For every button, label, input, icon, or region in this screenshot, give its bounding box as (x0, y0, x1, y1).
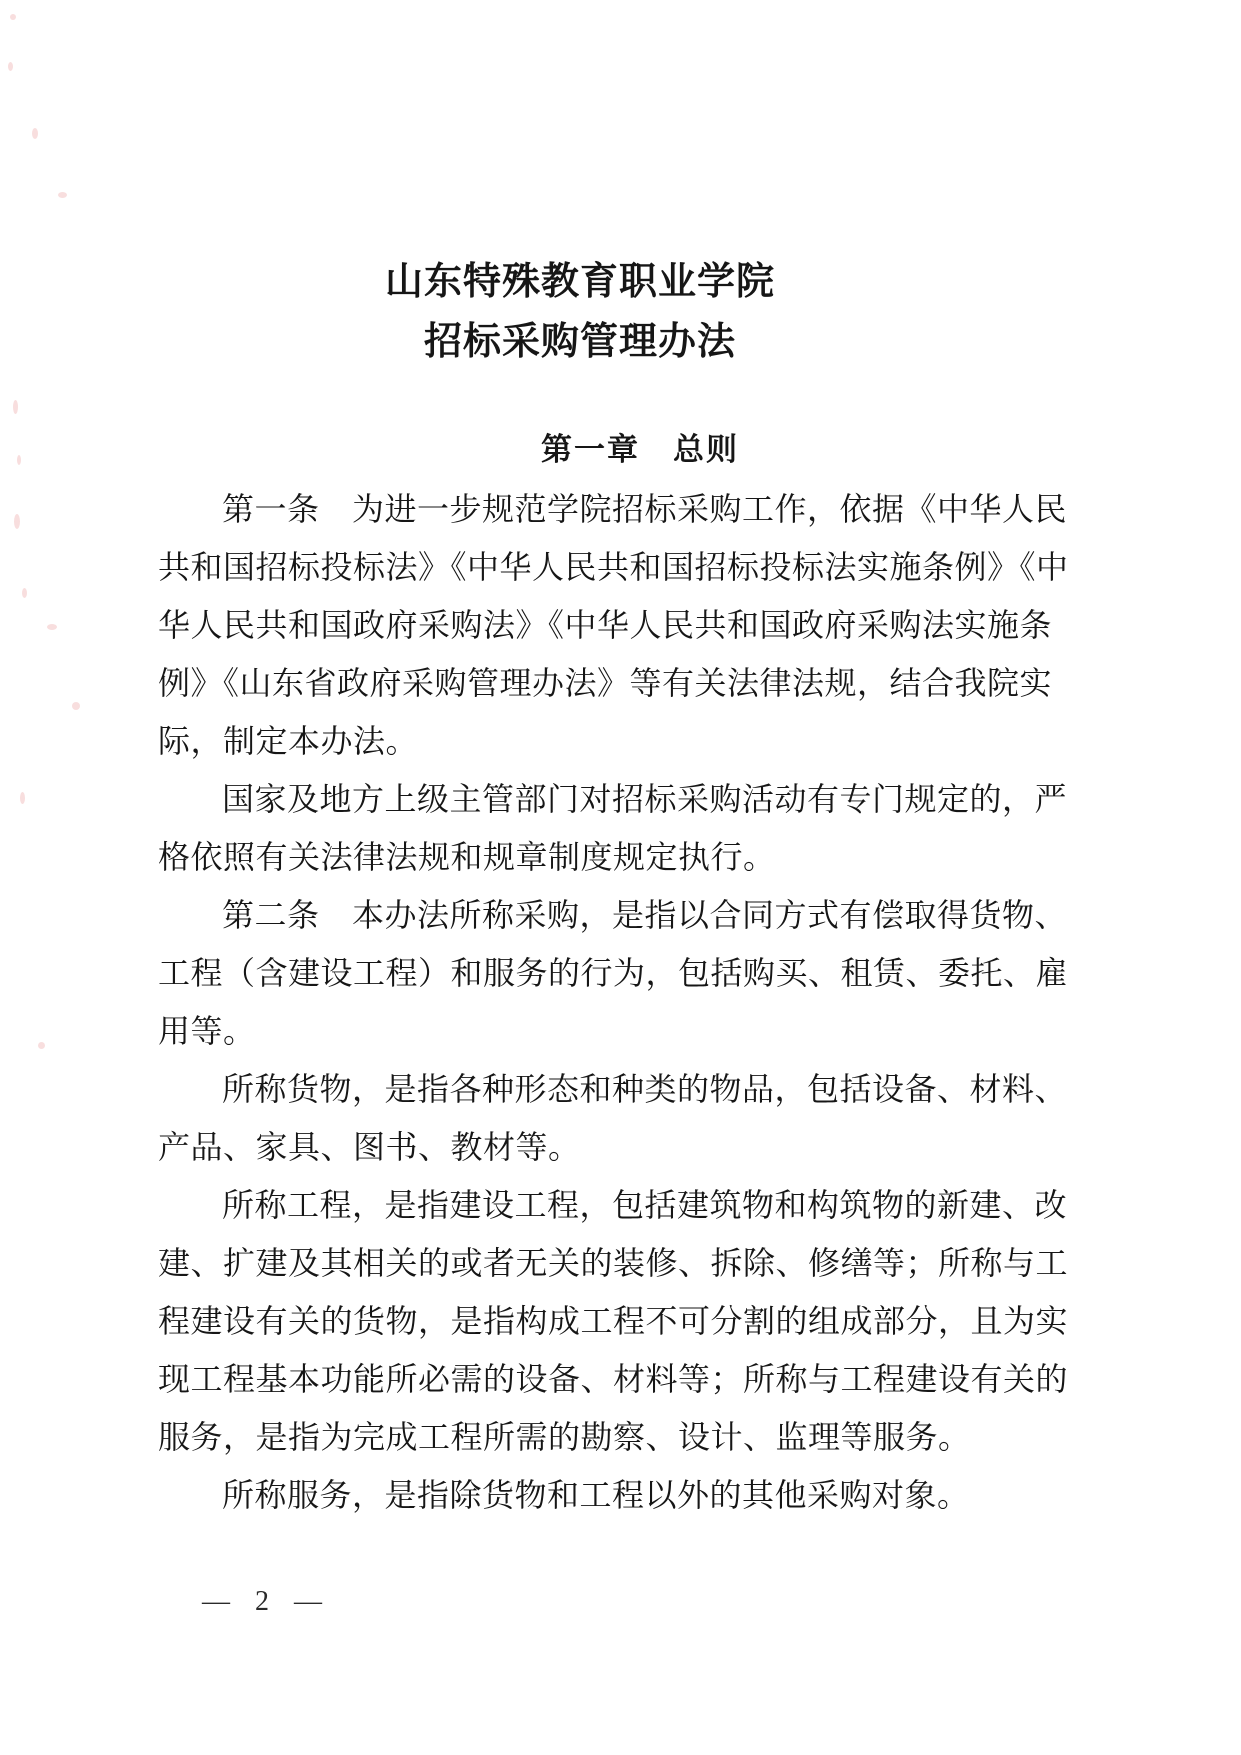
scan-artifact (38, 1042, 45, 1049)
text-line: 第一条 为进一步规范学院招标采购工作，依据《中华人民 (222, 491, 1068, 527)
scan-artifact (58, 192, 67, 198)
text-line: 格依照有关法律法规和规章制度规定执行。 (158, 839, 776, 875)
text-line: 所称服务，是指除货物和工程以外的其他采购对象。 (222, 1477, 970, 1513)
text-line: 用等。 (158, 1013, 256, 1049)
text-line: 共和国招标投标法》《中华人民共和国招标投标法实施条例》《中 (158, 549, 1069, 585)
text-line: 第二条 本办法所称采购，是指以合同方式有偿取得货物、 (222, 897, 1068, 933)
page-number: — 2 — (202, 1586, 331, 1617)
text-line: 产品、家具、图书、教材等。 (158, 1129, 581, 1165)
text-line: 国家及地方上级主管部门对招标采购活动有专门规定的，严 (222, 781, 1068, 817)
chapter-heading: 第一章 总则 (541, 432, 739, 467)
text-line: 工程（含建设工程）和服务的行为，包括购买、租赁、委托、雇 (158, 955, 1069, 991)
scan-artifact (22, 588, 27, 598)
scan-artifact (13, 400, 18, 414)
scan-artifact (14, 514, 20, 529)
text-line: 建、扩建及其相关的或者无关的装修、拆除、修缮等；所称与工 (158, 1245, 1069, 1281)
scan-artifact (47, 624, 57, 630)
text-line: 所称货物，是指各种形态和种类的物品，包括设备、材料、 (222, 1071, 1068, 1107)
scan-artifact (8, 62, 13, 71)
scan-artifact (72, 702, 80, 710)
text-line: 华人民共和国政府采购法》《中华人民共和国政府采购法实施条 (158, 607, 1053, 643)
text-line: 程建设有关的货物，是指构成工程不可分割的组成部分，且为实 (158, 1303, 1069, 1339)
document-body (158, 480, 1103, 1524)
text-line: 例》《山东省政府采购管理办法》等有关法律法规，结合我院实 (158, 665, 1053, 701)
document-title-line-1: 山东特殊教育职业学院 (384, 261, 775, 303)
text-line: 服务，是指为完成工程所需的勘察、设计、监理等服务。 (158, 1419, 971, 1455)
document-title-line-2: 招标采购管理办法 (423, 321, 736, 363)
scan-artifact (20, 792, 25, 804)
text-line: 际，制定本办法。 (158, 723, 419, 759)
text-line: 所称工程，是指建设工程，包括建筑物和构筑物的新建、改 (222, 1187, 1068, 1223)
text-line: 现工程基本功能所必需的设备、材料等；所称与工程建设有关的 (158, 1361, 1069, 1397)
scan-artifact (10, 14, 16, 20)
scan-artifact (32, 128, 38, 139)
document-title (0, 252, 1160, 372)
